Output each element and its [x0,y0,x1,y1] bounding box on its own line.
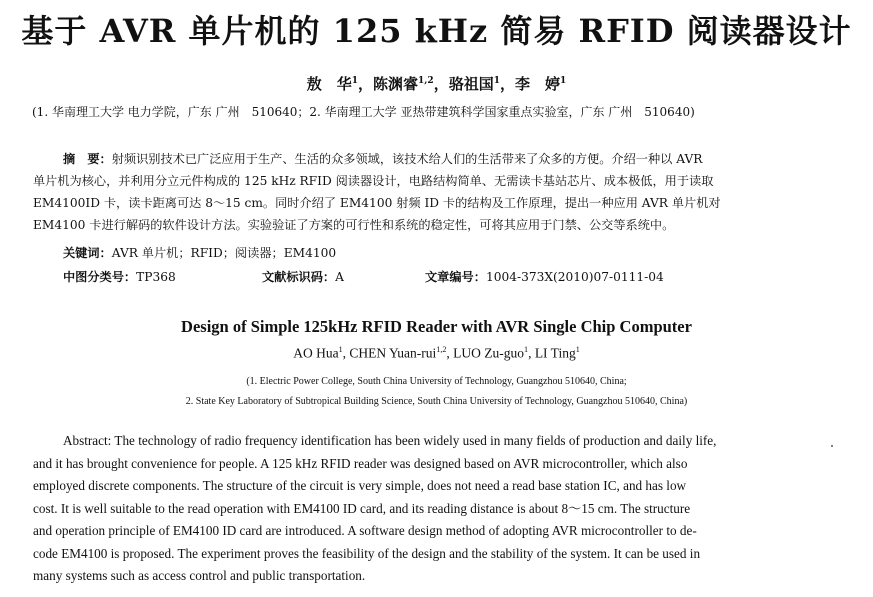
clc-number [63,268,176,285]
author-separator: , [528,345,535,361]
keywords-value: AVR 单片机；RFID；阅读器；EM4100 [111,246,337,260]
author-affiliation-mark: 1 [560,76,567,86]
keywords-label: 关键词： [63,246,112,260]
abstract-en [33,430,833,588]
scan-speck [831,445,833,447]
abstract-en-line: and it has brought convenience for people. A 125 kHz RFID reader was designed based on AVR microcontroller, which also [33,455,688,471]
author-affiliation-mark: 1 [493,76,500,86]
affiliation-cn: (1. 华南理工大学 电力学院，广东 广州 510640；2. 华南理工大学 亚热带建筑科学国家重点实验室，广东 广州 510640) [32,105,695,119]
author-separator: , [446,345,454,361]
author-name: 陈渊睿 [373,75,419,93]
author-name: 敖 华 [306,75,352,93]
author-separator: ， [433,75,449,93]
abstract-cn-line: EM4100 卡进行解码的软件设计方法。实验验证了方案的可行性和系统的稳定性，可将其应用于门禁、公交等系统中。 [33,218,675,232]
author-name-en: AO Hua [293,345,339,361]
author-separator: ， [357,75,373,93]
author-affiliation-mark: 1 [351,76,358,86]
document-code [262,268,344,285]
paper-title-en: Design of Simple 125kHz RFID Reader with AVR Single Chip Computer [181,317,692,336]
abstract-en-label: Abstract: [63,433,112,448]
author-affiliation-mark: 1,2 [436,345,447,354]
affiliation-en-line: (1. Electric Power College, South China University of Technology, Guangzhou 510640, China; [246,376,627,387]
author-affiliation-mark: 1,2 [418,76,434,86]
author-separator: , [342,345,350,361]
author-list-cn [0,73,873,94]
keywords-cn [63,244,336,261]
paper-title-cn: 基于 AVR 单片机的 125 kHz 简易 RFID 阅读器设计 [21,12,852,50]
abstract-en-line: employed discrete components. The structure of the circuit is very simple, does not need a read base station IC, and has low [33,478,687,493]
author-name-en: CHEN Yuan-rui [349,345,437,361]
abstract-en-line: code EM4100 is proposed. The experiment proves the feasibility of the design and the stability of the system. It can be used in [33,545,701,561]
abstract-cn-line: 单片机为核心，并利用分立元件构成的 125 kHz RFID 阅读器设计，电路结构简单、无需读卡基站芯片、成本极低，用于读取 [33,174,714,188]
article-number-value: 1004-373X(2010)07-0111-04 [485,270,664,284]
author-affiliation-mark: 1 [575,345,580,354]
author-name-en: LUO Zu-guo [453,345,525,361]
abstract-en-line: many systems such as access control and public transportation. [33,568,366,583]
author-name: 李 婷 [515,75,561,93]
author-name: 骆祖国 [448,75,494,93]
abstract-cn-text: 射频识别技术已广泛应用于生产、生活的众多领域，该技术给人们的生活带来了众多的方便。介绍一种以 AVR [111,152,703,166]
affiliation-en [0,372,873,412]
abstract-en-text: The technology of radio frequency identification has been widely used in many fields of production and daily life, [114,433,717,448]
abstract-cn-line: EM4100ID 卡，读卡距离可达 8～15 cm。同时介绍了 EM4100 射频 ID 卡的结构及工作原理，提出一种应用 AVR 单片机对 [33,196,721,210]
abstract-en-line: and operation principle of EM4100 ID card are introduced. A software design method of adopting AVR microcontroller to de- [33,523,697,538]
abstract-cn-label: 摘 要： [63,152,112,166]
doc-code-label: 文献标识码： [262,270,336,284]
clc-label: 中图分类号： [63,270,137,284]
abstract-en-line [33,430,833,453]
abstract-en-line: cost. It is well suitable to the read operation with EM4100 ID card, and its reading distance is about 8～15 cm. The structure [33,500,691,516]
abstract-cn-line [33,148,839,170]
author-separator: ， [499,75,515,93]
clc-value: TP368 [136,270,176,284]
abstract-cn [33,148,839,236]
article-number-label: 文章编号： [425,270,486,284]
author-affiliation-mark: 1 [338,345,343,354]
author-list-en [0,345,873,362]
article-number [425,268,664,285]
author-name-en: LI Ting [534,345,576,361]
affiliation-en-line: 2. State Key Laboratory of Subtropical Building Science, South China University of Technology, Guangzhou 510640, China) [185,396,688,407]
author-affiliation-mark: 1 [524,345,529,354]
doc-code-value: A [335,270,344,284]
